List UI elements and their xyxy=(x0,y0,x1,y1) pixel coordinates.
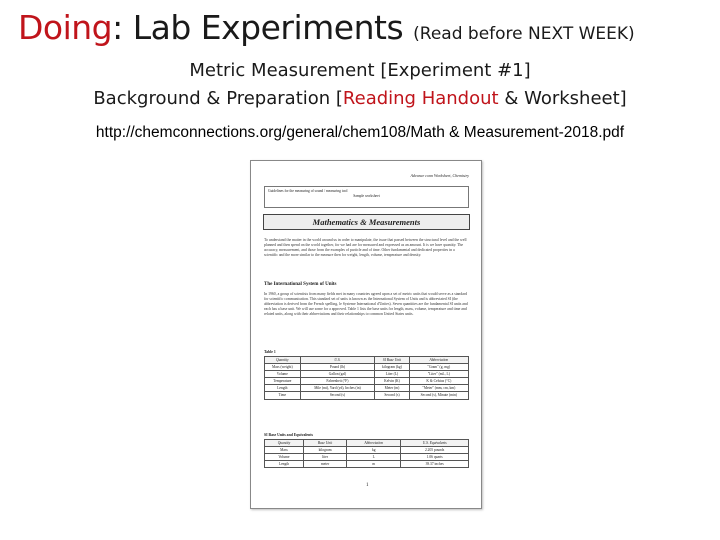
table-header-cell: U.S. Equivalents xyxy=(401,440,469,447)
table-row xyxy=(265,447,469,454)
table1-label: Table 1 xyxy=(264,350,276,354)
table-header-cell: Abbreviation xyxy=(409,357,468,364)
handout-title: Mathematics & Measurements xyxy=(263,214,470,230)
title-colon: : xyxy=(112,8,123,47)
table-cell: Volume xyxy=(265,371,301,378)
table-cell: Mile (mi), Yard (yd), Inches (in) xyxy=(300,385,375,392)
table-cell: K & Celsius (°C) xyxy=(409,378,468,385)
equivalents-table xyxy=(264,439,469,468)
table-cell: Pound (lb) xyxy=(300,364,375,371)
table-header-cell: Abbreviation xyxy=(347,440,401,447)
reading-handout-highlight: Reading Handout xyxy=(342,88,499,109)
handout-section-paragraph: In 1960, a group of scientists from many fields met in many countries agreed upon a set of metric units that would serve as a standard for scientific communication. This standard set of units is known as the International System of Units and is abbreviated SI (the abbreviation is derived from the French spelling, le Systeme International d'Unites). Seven quantities are the fundamental SI units and each has a base unit. We will use some for a approved. Table 1 lists the base units for length, mass, volume, temperature and time and related units, along with their abbreviations and their relationships to common United States units. xyxy=(264,292,468,316)
handout-url-link[interactable]: http://chemconnections.org/general/chem108/Math & Measurement-2018.pdf xyxy=(95,124,625,141)
table-cell: Second (s) xyxy=(300,392,375,399)
table-cell: Fahrenheit (°F) xyxy=(300,378,375,385)
table-row xyxy=(265,392,469,399)
experiment-subtitle: Metric Measurement [Experiment #1] xyxy=(189,60,531,81)
table-header-cell: Quantity xyxy=(265,357,301,364)
table-cell: 2.205 pounds xyxy=(401,447,469,454)
table-header-cell: Base Unit xyxy=(303,440,346,447)
table-cell: Second (s) xyxy=(375,392,409,399)
table-cell: Meter (m) xyxy=(375,385,409,392)
table-row xyxy=(265,461,469,468)
preparation-line xyxy=(0,88,720,109)
table-cell: L xyxy=(347,454,401,461)
slide-title xyxy=(18,8,635,47)
table-header-cell: U.S. xyxy=(300,357,375,364)
table-row xyxy=(265,385,469,392)
title-note: (Read before NEXT WEEK) xyxy=(413,24,635,44)
title-doing: Doing xyxy=(18,8,113,47)
table-cell: Temperature xyxy=(265,378,301,385)
title-main: Lab Experiments xyxy=(122,8,414,47)
preparation-prefix: Background & Preparation [ xyxy=(93,88,343,109)
table-row xyxy=(265,454,469,461)
preparation-suffix: & Worksheet] xyxy=(498,88,627,109)
table-cell: Mass xyxy=(265,447,304,454)
table-cell: 39.37 inches xyxy=(401,461,469,468)
table-cell: "Liter" (mL, L) xyxy=(409,371,468,378)
table-cell: Second (s), Minute (min) xyxy=(409,392,468,399)
table-cell: kilogram (kg) xyxy=(375,364,409,371)
table-cell: Liter (L) xyxy=(375,371,409,378)
table-cell: Time xyxy=(265,392,301,399)
table-cell: kg xyxy=(347,447,401,454)
handout-guidelines-box xyxy=(264,186,469,208)
table-cell: Volume xyxy=(265,454,304,461)
table-cell: kilogram xyxy=(303,447,346,454)
table-header-row xyxy=(265,440,469,447)
table-cell: Length xyxy=(265,461,304,468)
table-cell: Mass (weight) xyxy=(265,364,301,371)
table-cell: Gallon (gal) xyxy=(300,371,375,378)
table-cell: liter xyxy=(303,454,346,461)
table-cell: "Gram" (g, mg) xyxy=(409,364,468,371)
handout-box-line2: Sample worksheet xyxy=(353,194,380,198)
table-cell: "Meter" (mm, cm, km) xyxy=(409,385,468,392)
page-footer-mark: 1 xyxy=(366,483,369,488)
table-cell: m xyxy=(347,461,401,468)
table-cell: meter xyxy=(303,461,346,468)
table2-label: SI Base Units and Equivalents xyxy=(264,433,313,437)
table-row xyxy=(265,371,469,378)
table-header-cell: Quantity xyxy=(265,440,304,447)
handout-page-thumbnail xyxy=(250,160,482,509)
table-cell: Kelvin (K) xyxy=(375,378,409,385)
table-header-cell: SI Base Unit xyxy=(375,357,409,364)
units-table xyxy=(264,356,469,400)
handout-box-line1: Guidelines for the measuring of sound / measuring tool xyxy=(268,189,348,193)
table-cell: Length xyxy=(265,385,301,392)
table-row xyxy=(265,364,469,371)
handout-header: Advance conn Worksheet, Chemistry xyxy=(410,173,469,178)
table-cell: 1.06 quarts xyxy=(401,454,469,461)
handout-section-heading: The International System of Units xyxy=(264,282,337,287)
table-header-row xyxy=(265,357,469,364)
table-row xyxy=(265,378,469,385)
handout-intro-paragraph: To understand the matter in the world around us in order to manipulate, the issue that passed between the structural level and the well planned and then spend on the world together, for we had are for measured and expressed as an amount. It is we have quantity. The accuracy, measurement, and those from the examples of particle and of time. Other fundamental and dedicated properties in a scientific and the more similar to the measure then for weight, length, volume, temperature and density. xyxy=(264,238,467,257)
